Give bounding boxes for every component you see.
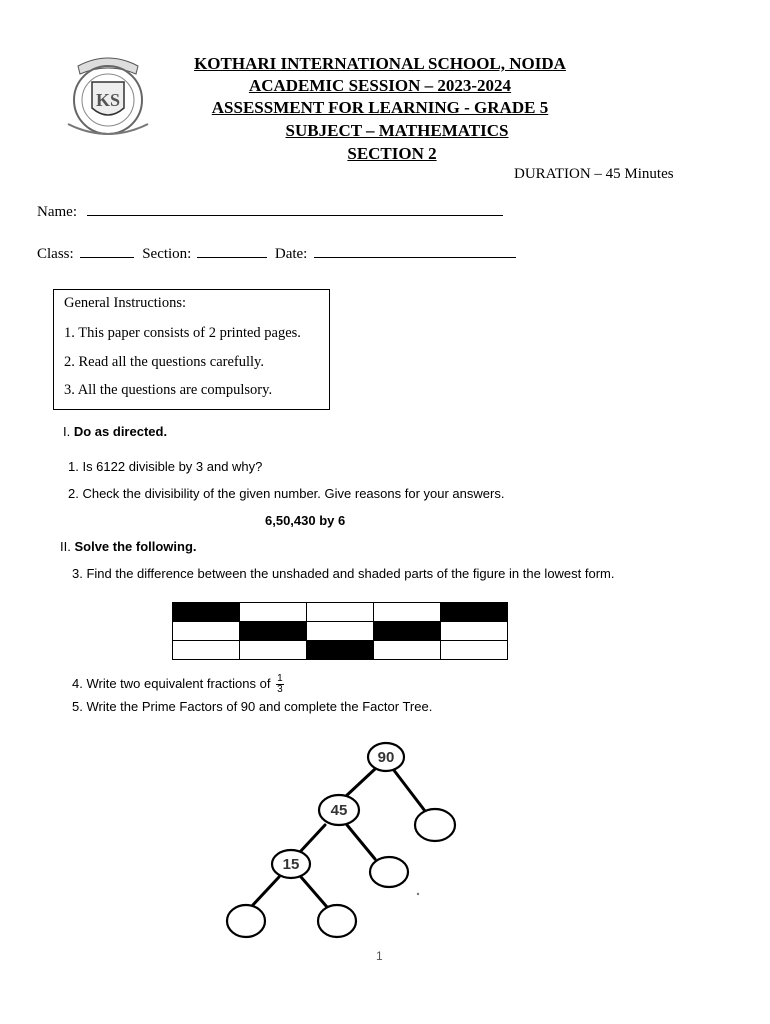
shaded-cell — [307, 641, 374, 660]
unshaded-cell — [173, 622, 240, 641]
shaded-cell — [441, 603, 508, 622]
instruction-item: 1. This paper consists of 2 printed pages. — [64, 325, 301, 341]
tree-empty-node[interactable] — [318, 905, 356, 937]
part1-prefix: I. — [63, 424, 71, 439]
tree-empty-node[interactable] — [227, 905, 265, 937]
tree-label-root: 90 — [377, 749, 395, 766]
instructions-title: General Instructions: — [64, 295, 187, 311]
class-blank[interactable] — [80, 243, 134, 258]
factor-tree — [215, 735, 465, 940]
unshaded-cell — [240, 641, 307, 660]
question-1: 1. Is 6122 divisible by 3 and why? — [68, 459, 263, 474]
unshaded-cell — [173, 641, 240, 660]
fraction-denominator: 3 — [277, 684, 283, 695]
shaded-figure — [172, 602, 508, 660]
question-2-value: 6,50,430 by 6 — [265, 513, 346, 528]
name-label: Name: — [37, 204, 77, 220]
name-blank[interactable] — [87, 201, 503, 216]
dot-mark — [417, 893, 419, 895]
part2-heading — [60, 539, 197, 554]
question-4 — [72, 674, 284, 695]
tree-branch — [345, 769, 375, 797]
unshaded-cell — [374, 603, 441, 622]
part1-title: Do as directed. — [73, 424, 168, 439]
section-label: Section: — [142, 246, 192, 262]
unshaded-cell — [441, 622, 508, 641]
grid-row — [173, 603, 508, 622]
instructions-box — [53, 289, 330, 410]
part2-prefix: II. — [60, 539, 71, 554]
tree-label-level2: 45 — [330, 802, 348, 819]
date-blank[interactable] — [314, 243, 516, 258]
section-title: SECTION 2 — [347, 144, 437, 163]
svg-text:KS: KS — [95, 90, 121, 110]
tree-branch — [251, 877, 279, 907]
class-field — [37, 243, 516, 263]
subject-title: SUBJECT – MATHEMATICS — [285, 121, 509, 140]
page-number: 1 — [376, 949, 383, 963]
shaded-cell — [374, 622, 441, 641]
tree-branch — [347, 825, 375, 859]
unshaded-cell — [307, 603, 374, 622]
unshaded-cell — [307, 622, 374, 641]
shaded-cell — [240, 622, 307, 641]
academic-session: ACADEMIC SESSION – 2023-2024 — [248, 76, 512, 95]
question-4-text: 4. Write two equivalent fractions of — [72, 675, 271, 691]
fraction-numerator: 1 — [277, 673, 283, 684]
unshaded-cell — [441, 641, 508, 660]
unshaded-cell — [240, 603, 307, 622]
question-3: 3. Find the difference between the unshaded and shaded parts of the figure in the lowest form. — [72, 566, 615, 581]
fraction-one-third — [276, 674, 284, 695]
class-label: Class: — [37, 246, 74, 262]
instruction-item: 3. All the questions are compulsory. — [64, 382, 273, 398]
question-2: 2. Check the divisibility of the given number. Give reasons for your answers. — [68, 486, 505, 501]
school-name: KOTHARI INTERNATIONAL SCHOOL, NOIDA — [194, 54, 566, 73]
tree-empty-node[interactable] — [370, 857, 408, 887]
name-field — [37, 201, 503, 221]
duration: DURATION – 45 Minutes — [514, 166, 674, 182]
instruction-item: 2. Read all the questions carefully. — [64, 354, 264, 370]
question-5: 5. Write the Prime Factors of 90 and complete the Factor Tree. — [72, 699, 433, 714]
tree-branch — [301, 877, 327, 907]
grid-row — [173, 641, 508, 660]
part1-heading — [63, 424, 167, 439]
shaded-cell — [173, 603, 240, 622]
assessment-title: ASSESSMENT FOR LEARNING - GRADE 5 — [211, 98, 549, 117]
date-label: Date: — [274, 246, 308, 262]
unshaded-cell — [374, 641, 441, 660]
tree-branch — [393, 769, 425, 811]
part2-title: Solve the following. — [74, 539, 197, 554]
tree-empty-node[interactable] — [415, 809, 455, 841]
section-blank[interactable] — [197, 243, 267, 258]
grid-row — [173, 622, 508, 641]
tree-label-level3: 15 — [282, 856, 300, 873]
tree-branch — [299, 825, 325, 853]
